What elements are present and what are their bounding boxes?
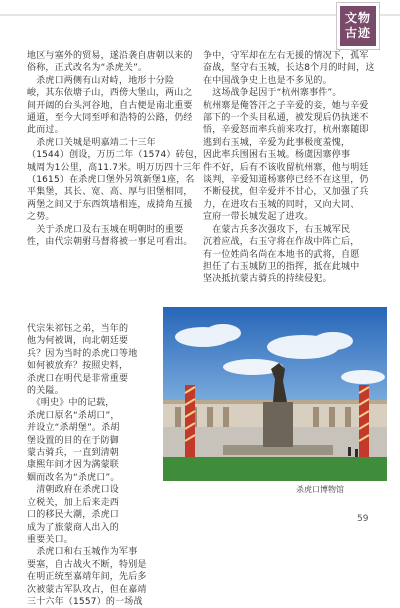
text-line: 不断侵扰，但辛爱并不甘心，又加强了兵 (203, 187, 369, 198)
text-line: 杀虎口关城是明嘉靖二十三年 (27, 137, 156, 148)
text-line: （1615）在杀虎口堡外另筑新堡1座，名 (27, 175, 195, 186)
section-tag-label (340, 6, 376, 46)
left-text-column (27, 50, 204, 249)
text-line: 件不好，后有不该收留杭州寨，他与明廷 (203, 162, 369, 173)
text-line: 间开阔的台头河谷地，自古便是南北重要 (27, 100, 193, 111)
text-line: 三十六年（1557）的一场战 (27, 596, 143, 607)
text-line: 如何被放弃？按照史料， (27, 361, 129, 372)
text-line: 俗称，正式改名为“杀虎关”。 (27, 63, 148, 74)
text-line: 的关隘。 (27, 386, 64, 397)
text-line: 在中国战争史上也是不多见的。 (203, 75, 332, 86)
text-line: 杀虎口在明代是非常重要 (27, 373, 129, 384)
museum-photo-illustration (163, 307, 387, 481)
text-line: 堡设置的目的在于防御 (27, 435, 120, 446)
text-line: 悟，辛爱怒而率兵前来攻打，杭州寨随即 (203, 125, 369, 136)
text-line: 兵？因为当时的杀虎口等地 (27, 348, 138, 359)
text-line: 城周为1公里，高11.7米。明万历四十三年 (27, 162, 201, 173)
text-line: 力，在进攻右玉城的同时，又向大同、 (203, 199, 360, 210)
text-line: 清朝政府在杀虎口设 (27, 485, 120, 496)
text-line: 次被蒙古军队攻占，但在嘉靖 (27, 584, 147, 595)
pillar-right (359, 385, 369, 457)
text-line: 性，由代宗朝驸马督将被一事足可看出。 (27, 237, 193, 248)
narrow-text-column (27, 323, 157, 608)
text-line: 有一位姓尚名尚在本地书的武将，自愿 (203, 249, 360, 260)
text-line: 通道，至今大同至呼和浩特的公路，仍经 (27, 113, 193, 124)
text-line: 要塞，自古战火不断，特别是 (27, 559, 147, 570)
text-line: 关于杀虎口及右玉城在明朝时的重要 (27, 224, 184, 235)
text-line: 沉着应战，右玉守将在作战中阵亡后， (203, 237, 360, 248)
text-line: 平集堡，其长、宽、高、厚与旧堡相同， (27, 187, 193, 198)
photo-caption: 杀虎口博物馆 (296, 485, 344, 494)
text-line: 姻而改名为“杀虎口”。 (27, 472, 120, 483)
text-line: （1544）创设，万历二年（1574）砖包， (27, 150, 204, 161)
section-tag-line-2: 古迹 (344, 26, 371, 40)
text-line: 在明正统至嘉靖年间，先后多 (27, 572, 147, 583)
text-line: 因此率兵围困右玉城。杨虞因寨停事 (203, 150, 351, 161)
text-line: 在蒙古兵多次强攻下，右玉城军民 (203, 224, 351, 235)
page-number: 59 (357, 514, 369, 524)
text-line: 立税关，加上后来走西 (27, 497, 120, 508)
text-line: 宣府一带长城发起了进攻。 (203, 212, 314, 223)
text-line: 《明史》中的记载， (27, 398, 115, 409)
text-line: 杭州寨是俺答汗之子辛爱的妾，她与辛爱 (203, 100, 369, 111)
text-line: 这场战争起因于“杭州寨事件”。 (203, 88, 342, 99)
section-tag (336, 2, 380, 50)
statue-pedestal (263, 402, 293, 447)
text-line: 代宗朱祁钰之弟，当年的 (27, 324, 129, 334)
text-line: 谈判，辛爱知道杨寨停已经不在这里，仍 (203, 175, 369, 186)
text-line: 奋战，坚守右玉城，长达8个月的时间，这 (203, 63, 375, 74)
text-line: 部下的一个头目私通，被发现后仍执迷不 (203, 113, 369, 124)
text-line: 并设立“杀胡堡”。杀胡 (27, 423, 120, 434)
pillar-left (185, 385, 195, 457)
text-line: 此而过。 (27, 125, 64, 136)
text-line: 杀虎口两侧有山对峙，地形十分险 (27, 75, 175, 86)
right-text-column (203, 50, 379, 286)
text-line: 杀虎口和右玉城作为军事 (27, 547, 138, 558)
text-line: 康熙年间才因为满蒙联 (27, 460, 120, 471)
text-line: 重要关口。 (27, 534, 74, 545)
section-tag-line-1: 文物 (344, 11, 371, 25)
lawn (163, 457, 387, 481)
text-line: 争中，守军却在左右无援的情况下，孤军 (203, 51, 369, 61)
text-line: 担任了右玉城防卫的指挥，抵在此城中 (203, 261, 360, 272)
text-line: 逃到右玉城，辛爱为此事极度羞愧， (203, 137, 351, 148)
text-line: 两堡之间又于东西筑墙相连，成掎角互援 (27, 199, 193, 210)
text-line: 之势。 (27, 212, 55, 223)
text-line: 他为何被调，向北朝廷要 (27, 336, 129, 347)
text-line: 峻，其东依塘子山，西傍大堡山，两山之 (27, 88, 193, 99)
text-line: 地区与塞外的贸易，遂沿袭自唐朝以来的 (27, 51, 193, 61)
text-line: 杀虎口原名“杀胡口”， (27, 410, 120, 421)
text-line: 成为了旅蒙商人出入的 (27, 522, 120, 533)
text-line: 蒙古骑兵，一直到清朝 (27, 448, 120, 459)
text-line: 口的移民大潮，杀虎口 (27, 510, 120, 521)
text-line: 坚决抵抗蒙古骑兵的持续侵犯。 (203, 274, 332, 285)
museum-photo (163, 307, 387, 481)
